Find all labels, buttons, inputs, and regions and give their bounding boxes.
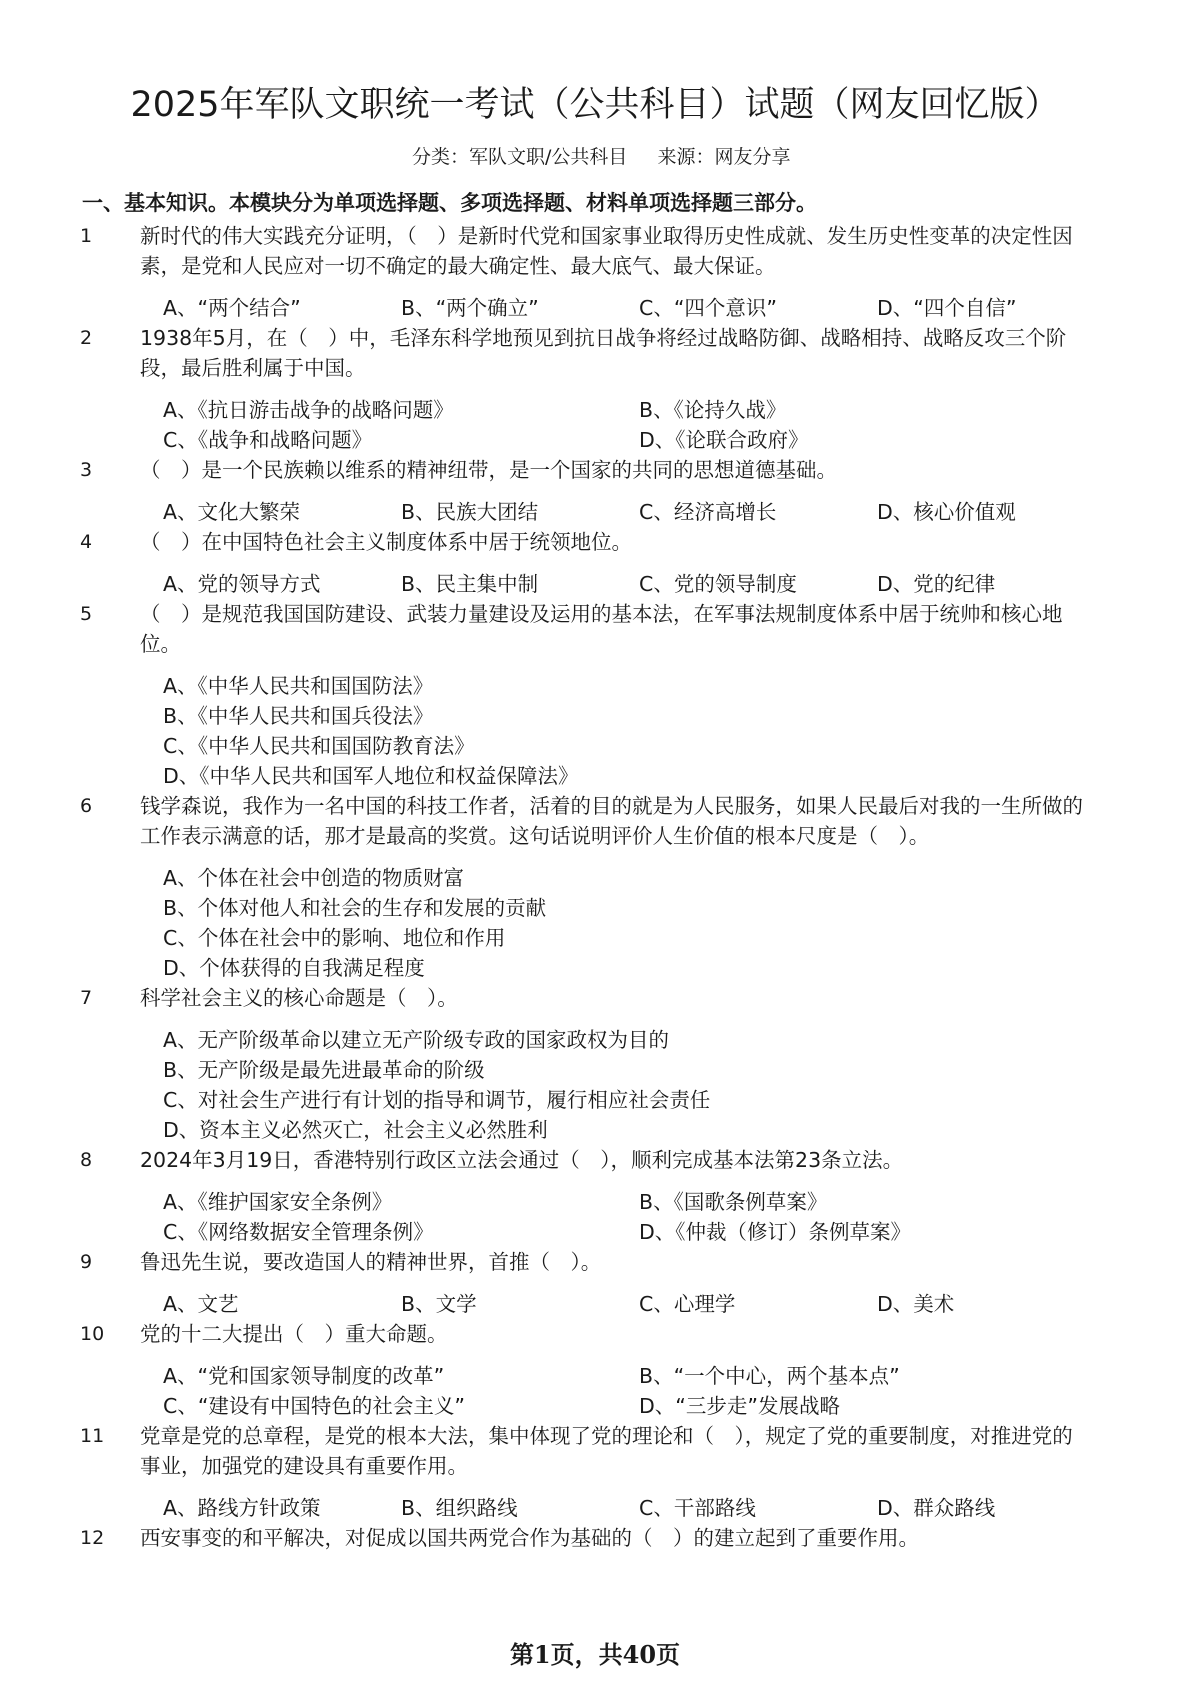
question-item xyxy=(0,527,1190,599)
question-item xyxy=(0,1145,1190,1247)
question-item xyxy=(0,599,1190,791)
question-list xyxy=(0,221,1190,1553)
option-d: D、《中华人民共和国军人地位和权益保障法》 xyxy=(163,764,579,788)
question-number: 5 xyxy=(80,603,93,625)
question-stem: 党的十二大提出（ ）重大命题。 xyxy=(140,1322,448,1346)
option-a: A、《维护国家安全条例》 xyxy=(163,1190,393,1214)
option-b: B、民主集中制 xyxy=(401,572,539,596)
question-item xyxy=(0,455,1190,527)
option-a: A、文艺 xyxy=(163,1292,239,1316)
option-b: B、《国歌条例草案》 xyxy=(639,1190,828,1214)
option-group xyxy=(163,1187,1190,1247)
question-item xyxy=(0,221,1190,323)
option-c: C、心理学 xyxy=(639,1292,736,1316)
option-a: A、“两个结合” xyxy=(163,296,301,320)
question-number: 9 xyxy=(80,1251,93,1273)
option-c: C、党的领导制度 xyxy=(639,572,797,596)
option-group xyxy=(163,1361,1190,1421)
option-d: D、群众路线 xyxy=(877,1496,996,1520)
question-number: 12 xyxy=(80,1527,105,1549)
question-item xyxy=(0,1247,1190,1319)
document-title: 2025年军队文职统一考试（公共科目）试题（网友回忆版） xyxy=(130,85,1060,125)
option-d: D、核心价值观 xyxy=(877,500,1016,524)
option-a: A、文化大繁荣 xyxy=(163,500,301,524)
option-a: A、《抗日游击战争的战略问题》 xyxy=(163,398,454,422)
option-group xyxy=(163,497,1190,527)
option-d: D、《仲裁（修订）条例草案》 xyxy=(639,1220,912,1244)
option-b: B、无产阶级是最先进最革命的阶级 xyxy=(163,1058,485,1082)
question-stem: 新时代的伟大实践充分证明，（ ）是新时代党和国家事业取得历史性成就、发生历史性变革的决定性因素，是党和人民应对一切不确定的最大确定性、最大底气、最大保证。 xyxy=(140,224,1073,278)
option-d: D、美术 xyxy=(877,1292,955,1316)
question-item xyxy=(0,1523,1190,1553)
section-heading: 一、基本知识。本模块分为单项选择题、多项选择题、材料单项选择题三部分。 xyxy=(82,191,817,215)
option-c: C、对社会生产进行有计划的指导和调节，履行相应社会责任 xyxy=(163,1088,711,1112)
question-number: 3 xyxy=(80,459,93,481)
question-item xyxy=(0,1319,1190,1421)
option-b: B、民族大团结 xyxy=(401,500,539,524)
option-a: A、个体在社会中创造的物质财富 xyxy=(163,866,465,890)
option-group xyxy=(163,1493,1190,1523)
option-d: D、资本主义必然灭亡，社会主义必然胜利 xyxy=(163,1118,548,1142)
option-c: C、干部路线 xyxy=(639,1496,756,1520)
option-a: A、《中华人民共和国国防法》 xyxy=(163,674,434,698)
option-c: C、《中华人民共和国国防教育法》 xyxy=(163,734,475,758)
question-item xyxy=(0,791,1190,983)
question-number: 4 xyxy=(80,531,93,553)
question-stem: 鲁迅先生说，要改造国人的精神世界，首推（ ）。 xyxy=(140,1250,602,1274)
page-footer: 第1页，共40页 xyxy=(509,1640,681,1669)
question-stem: 科学社会主义的核心命题是（ ）。 xyxy=(140,986,458,1010)
category-label: 分类：军队文职/公共科目 xyxy=(412,146,628,168)
option-group xyxy=(163,1025,1190,1145)
question-number: 7 xyxy=(80,987,93,1009)
option-b: B、《论持久战》 xyxy=(639,398,787,422)
option-group xyxy=(163,1289,1190,1319)
option-b: B、文学 xyxy=(401,1292,477,1316)
question-stem: （ ）在中国特色社会主义制度体系中居于统领地位。 xyxy=(140,530,632,554)
question-number: 2 xyxy=(80,327,93,349)
option-d: D、《论联合政府》 xyxy=(639,428,809,452)
option-a: A、“党和国家领导制度的改革” xyxy=(163,1364,445,1388)
option-group xyxy=(163,569,1190,599)
question-number: 1 xyxy=(80,225,93,247)
option-d: D、“四个自信” xyxy=(877,296,1017,320)
question-number: 6 xyxy=(80,795,93,817)
option-c: C、经济高增长 xyxy=(639,500,777,524)
option-b: B、组织路线 xyxy=(401,1496,518,1520)
question-number: 11 xyxy=(80,1425,105,1447)
option-b: B、个体对他人和社会的生存和发展的贡献 xyxy=(163,896,547,920)
option-group xyxy=(163,671,1190,791)
option-d: D、“三步走”发展战略 xyxy=(639,1394,841,1418)
option-d: D、党的纪律 xyxy=(877,572,996,596)
option-group xyxy=(163,395,1190,455)
option-b: B、“两个确立” xyxy=(401,296,539,320)
option-c: C、《战争和战略问题》 xyxy=(163,428,373,452)
option-b: B、《中华人民共和国兵役法》 xyxy=(163,704,434,728)
option-group xyxy=(163,293,1190,323)
option-c: C、个体在社会中的影响、地位和作用 xyxy=(163,926,506,950)
option-a: A、党的领导方式 xyxy=(163,572,321,596)
option-c: C、《网络数据安全管理条例》 xyxy=(163,1220,434,1244)
option-a: A、路线方针政策 xyxy=(163,1496,321,1520)
question-item xyxy=(0,983,1190,1145)
document-meta xyxy=(412,144,814,170)
question-item xyxy=(0,323,1190,455)
question-stem: 1938年5月，在（ ）中，毛泽东科学地预见到抗日战争将经过战略防御、战略相持、战略反攻三个阶段，最后胜利属于中国。 xyxy=(140,326,1067,380)
question-number: 8 xyxy=(80,1149,93,1171)
option-group xyxy=(163,863,1190,983)
option-c: C、“四个意识” xyxy=(639,296,778,320)
source-label: 来源：网友分享 xyxy=(657,146,791,168)
question-stem: （ ）是一个民族赖以维系的精神纽带，是一个国家的共同的思想道德基础。 xyxy=(140,458,837,482)
option-d: D、个体获得的自我满足程度 xyxy=(163,956,425,980)
option-b: B、“一个中心，两个基本点” xyxy=(639,1364,900,1388)
question-stem: 2024年3月19日，香港特别行政区立法会通过（ ），顺利完成基本法第23条立法。 xyxy=(140,1148,904,1172)
question-number: 10 xyxy=(80,1323,105,1345)
question-stem: （ ）是规范我国国防建设、武装力量建设及运用的基本法，在军事法规制度体系中居于统帅和核心地位。 xyxy=(140,602,1063,656)
question-stem: 钱学森说，我作为一名中国的科技工作者，活着的目的就是为人民服务，如果人民最后对我的一生所做的工作表示满意的话，那才是最高的奖赏。这句话说明评价人生价值的根本尺度是（ ）。 xyxy=(140,794,1083,848)
option-a: A、无产阶级革命以建立无产阶级专政的国家政权为目的 xyxy=(163,1028,670,1052)
question-item xyxy=(0,1421,1190,1523)
question-stem: 党章是党的总章程，是党的根本大法，集中体现了党的理论和（ ），规定了党的重要制度，对推进党的事业，加强党的建设具有重要作用。 xyxy=(140,1424,1073,1478)
option-c: C、“建设有中国特色的社会主义” xyxy=(163,1394,466,1418)
question-stem: 西安事变的和平解决，对促成以国共两党合作为基础的（ ）的建立起到了重要作用。 xyxy=(140,1526,919,1550)
